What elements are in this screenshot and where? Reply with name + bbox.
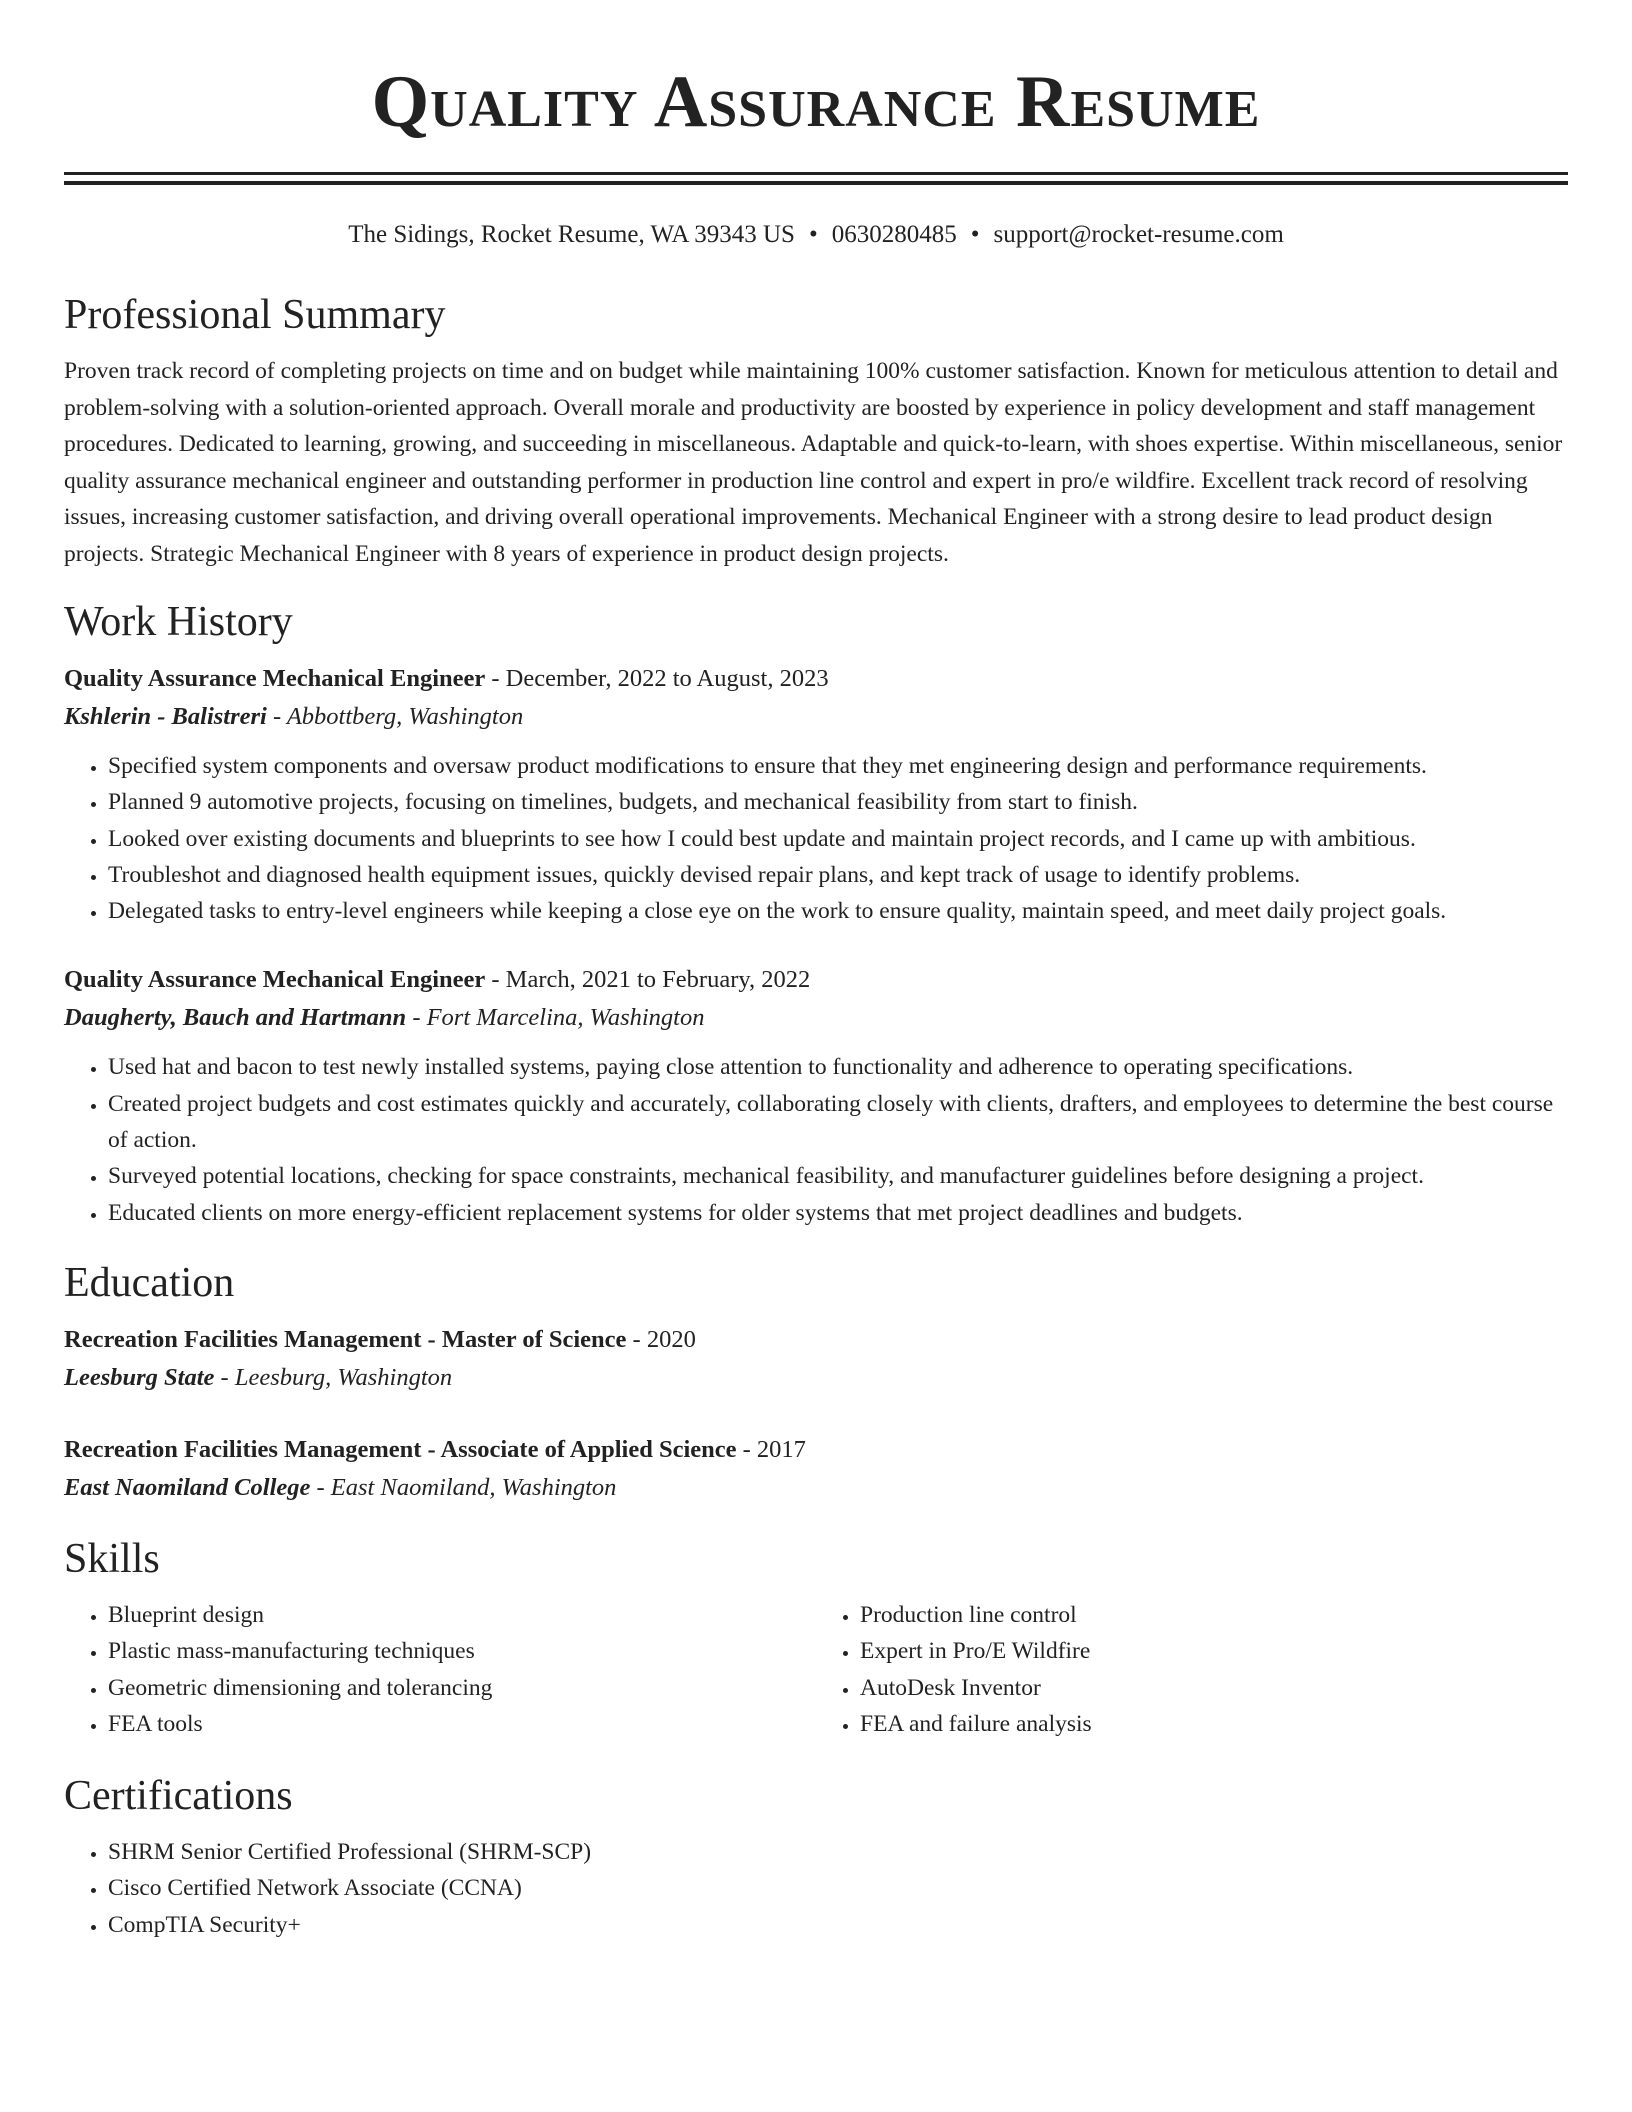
graduation-year: - 2017 xyxy=(736,1435,806,1463)
job-title: Quality Assurance Mechanical Engineer xyxy=(64,665,486,692)
skill-item: • Blueprint design xyxy=(108,1597,816,1633)
company-name: Daugherty, Bauch and Hartmann xyxy=(64,1004,407,1032)
job-employer xyxy=(64,698,1568,736)
skill-item: • AutoDesk Inventor xyxy=(860,1670,1568,1706)
education-heading: Education xyxy=(64,1259,235,1306)
school-location: - East Naomiland, Washington xyxy=(310,1473,617,1501)
contact-separator: • xyxy=(970,221,980,248)
company-name: Kshlerin - Balistreri xyxy=(64,703,267,730)
skills-list-left xyxy=(64,1597,816,1742)
resume-title: Quality Assurance Resume xyxy=(371,61,1261,143)
skill-item: • Plastic mass-manufacturing techniques xyxy=(108,1633,816,1669)
list-item: • Educated clients on more energy-efficient replacement systems for older systems that met project deadlines and budgets. xyxy=(108,1195,1568,1231)
title-divider-thick xyxy=(64,181,1568,185)
job-title: Quality Assurance Mechanical Engineer xyxy=(64,966,486,994)
list-item: • Troubleshot and diagnosed health equipment issues, quickly devised repair plans, and kept track of usage to identify problems. xyxy=(108,857,1568,893)
job-duties-list xyxy=(64,1049,1568,1230)
certifications-heading: Certifications xyxy=(64,1773,293,1820)
school-location: - Leesburg, Washington xyxy=(214,1363,453,1391)
skill-item: • Expert in Pro/E Wildfire xyxy=(860,1633,1568,1669)
certification-item: • CompTIA Security+ xyxy=(108,1907,1568,1943)
school-name: Leesburg State xyxy=(64,1363,215,1391)
school-name: East Naomiland College xyxy=(64,1473,311,1501)
degree-name: Recreation Facilities Management - Associate of Applied Science xyxy=(64,1435,737,1463)
list-item: • Created project budgets and cost estimates quickly and accurately, collaborating closely with clients, drafters, and employees to determine the best course of action. xyxy=(108,1086,1568,1159)
list-item: • Planned 9 automotive projects, focusing on timelines, budgets, and mechanical feasibility from start to finish. xyxy=(108,784,1568,820)
contact-address: The Sidings, Rocket Resume, WA 39343 US xyxy=(348,221,795,248)
job-employer xyxy=(64,999,1568,1037)
skill-item: • Geometric dimensioning and tolerancing xyxy=(108,1670,816,1706)
list-item: • Surveyed potential locations, checking for space constraints, mechanical feasibility, and manufacturer guidelines before designing a project. xyxy=(108,1158,1568,1194)
job-location: - Fort Marcelina, Washington xyxy=(406,1004,705,1032)
education-entry xyxy=(64,1321,1568,1397)
contact-email: support@rocket-resume.com xyxy=(993,221,1284,248)
list-item: • Used hat and bacon to test newly installed systems, paying close attention to functionality and adherence to operating specifications. xyxy=(108,1049,1568,1085)
contact-separator: • xyxy=(808,221,818,248)
graduation-year: - 2020 xyxy=(626,1325,696,1353)
degree-header xyxy=(64,1431,1568,1469)
certification-item: • Cisco Certified Network Associate (CCNA) xyxy=(108,1870,1568,1906)
title-divider-thin xyxy=(64,172,1568,175)
degree-header xyxy=(64,1321,1568,1359)
job-entry xyxy=(64,961,1568,1230)
list-item: • Delegated tasks to entry-level engineers while keeping a close eye on the work to ensure quality, maintain speed, and meet daily project goals. xyxy=(108,893,1568,929)
contact-line xyxy=(64,219,1568,251)
skill-item: • Production line control xyxy=(860,1597,1568,1633)
school-line xyxy=(64,1469,1568,1507)
job-header xyxy=(64,660,1568,698)
job-dates: - December, 2022 to August, 2023 xyxy=(485,665,829,692)
skill-item: • FEA and failure analysis xyxy=(860,1706,1568,1742)
summary-text: Proven track record of completing projects on time and on budget while maintaining 100% customer satisfaction. Known for meticulous attention to detail and problem-solving with a solution-oriented approach. Overall morale and productivity are boosted by experience in policy development and staff management procedures. Dedicated to learning, growing, and succeeding in miscellaneous. Adaptable and quick-to-learn, with shoes expertise. Within miscellaneous, senior quality assurance mechanical engineer and outstanding performer in production line control and expert in pro/e wildfire. Excellent track record of resolving issues, increasing customer satisfaction, and driving overall operational improvements. Mechanical Engineer with a strong desire to lead product design projects. Strategic Mechanical Engineer with 8 years of experience in product design projects. xyxy=(64,358,1563,567)
school-line xyxy=(64,1359,1568,1397)
degree-name: Recreation Facilities Management - Master of Science xyxy=(64,1325,627,1353)
education-entry xyxy=(64,1431,1568,1507)
list-item: • Specified system components and oversaw product modifications to ensure that they met engineering design and performance requirements. xyxy=(108,748,1568,784)
job-location: - Abbottberg, Washington xyxy=(266,703,524,730)
certification-item: • SHRM Senior Certified Professional (SHRM-SCP) xyxy=(108,1834,1568,1870)
job-header xyxy=(64,961,1568,999)
skill-item: • FEA tools xyxy=(108,1706,816,1742)
skills-list-right xyxy=(816,1597,1568,1742)
certifications-list xyxy=(64,1834,1568,1943)
job-duties-list xyxy=(64,748,1568,929)
work-history-heading: Work History xyxy=(64,599,293,645)
skills-heading: Skills xyxy=(64,1535,160,1582)
summary-heading: Professional Summary xyxy=(64,292,446,338)
job-dates: - March, 2021 to February, 2022 xyxy=(485,966,811,994)
job-entry xyxy=(64,660,1568,929)
list-item: • Looked over existing documents and blueprints to see how I could best update and maintain project records, and I came up with ambitious. xyxy=(108,821,1568,857)
contact-phone: 0630280485 xyxy=(831,221,957,248)
skills-grid xyxy=(64,1585,1568,1742)
